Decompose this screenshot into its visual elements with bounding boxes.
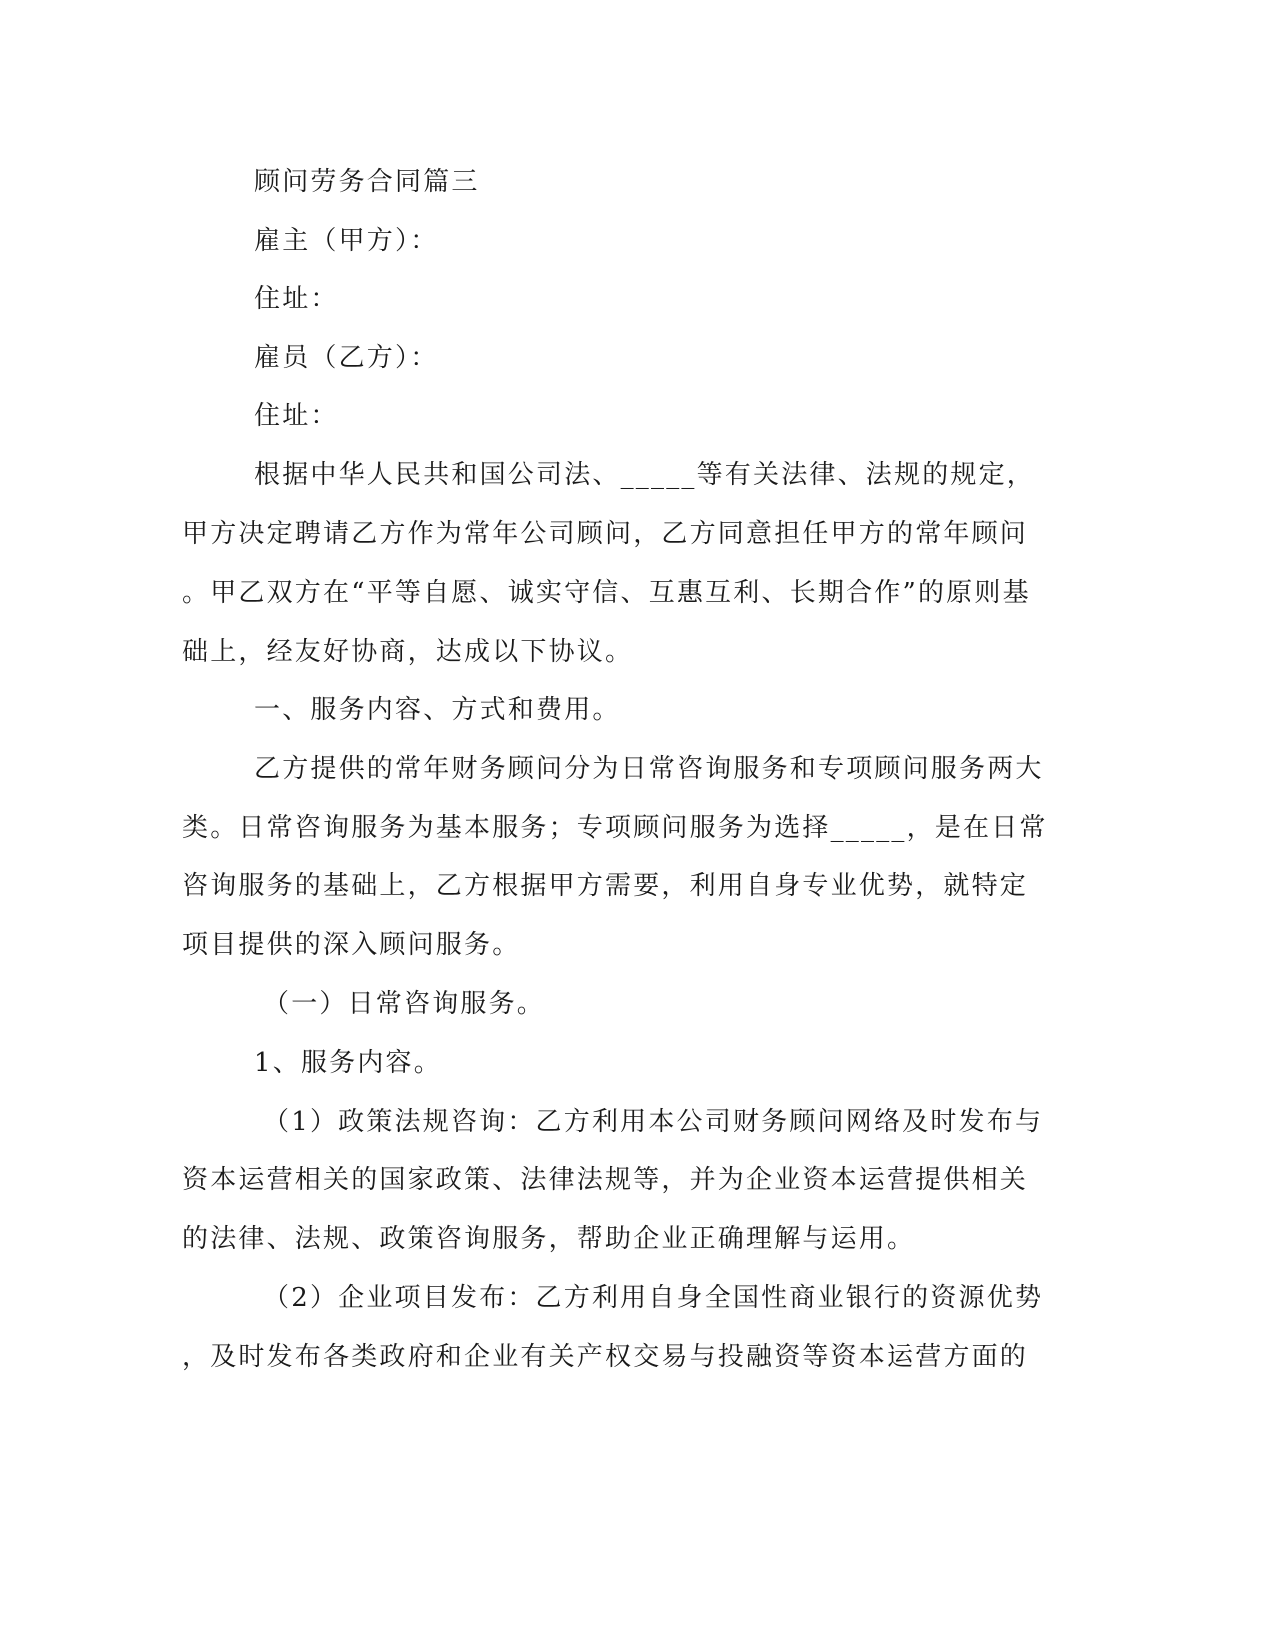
paragraph-line: 咨询服务的基础上，乙方根据甲方需要，利用自身专业优势，就特定 xyxy=(182,871,1029,901)
paragraph-line: 甲方决定聘请乙方作为常年公司顾问，乙方同意担任甲方的常年顾问 xyxy=(182,519,1029,549)
paragraph-line: ，及时发布各类政府和企业有关产权交易与投融资等资本运营方面的 xyxy=(182,1342,1029,1372)
paragraph-line: 资本运营相关的国家政策、法律法规等，并为企业资本运营提供相关 xyxy=(182,1165,1029,1195)
paragraph-line: 础上，经友好协商，达成以下协议。 xyxy=(182,637,634,667)
paragraph-line: （2）企业项目发布：乙方利用自身全国性商业银行的资源优势 xyxy=(263,1283,1044,1313)
employer-address-label: 住址： xyxy=(254,284,339,314)
paragraph-line: 类。日常咨询服务为基本服务；专项顾问服务为选择_____，是在日常 xyxy=(182,813,1048,843)
subsection-heading: （一）日常咨询服务。 xyxy=(263,989,546,1019)
paragraph-line: 根据中华人民共和国公司法、_____等有关法律、法规的规定， xyxy=(254,460,1036,490)
paragraph-line: （1）政策法规咨询：乙方利用本公司财务顾问网络及时发布与 xyxy=(263,1107,1044,1137)
section-heading: 一、服务内容、方式和费用。 xyxy=(254,695,621,725)
paragraph-line: 项目提供的深入顾问服务。 xyxy=(182,930,521,960)
employee-address-label: 住址： xyxy=(254,401,339,431)
paragraph-line: 的法律、法规、政策咨询服务，帮助企业正确理解与运用。 xyxy=(182,1224,916,1254)
paragraph-line: 乙方提供的常年财务顾问分为日常咨询服务和专项顾问服务两大 xyxy=(254,754,1044,784)
document-title: 顾问劳务合同篇三 xyxy=(254,167,480,197)
employer-label: 雇主（甲方）： xyxy=(254,226,439,256)
paragraph-line: 。甲乙双方在“平等自愿、诚实守信、互惠互利、长期合作”的原则基 xyxy=(182,578,1031,608)
employee-label: 雇员（乙方）： xyxy=(254,343,439,373)
item-heading: 1、服务内容。 xyxy=(254,1048,442,1078)
